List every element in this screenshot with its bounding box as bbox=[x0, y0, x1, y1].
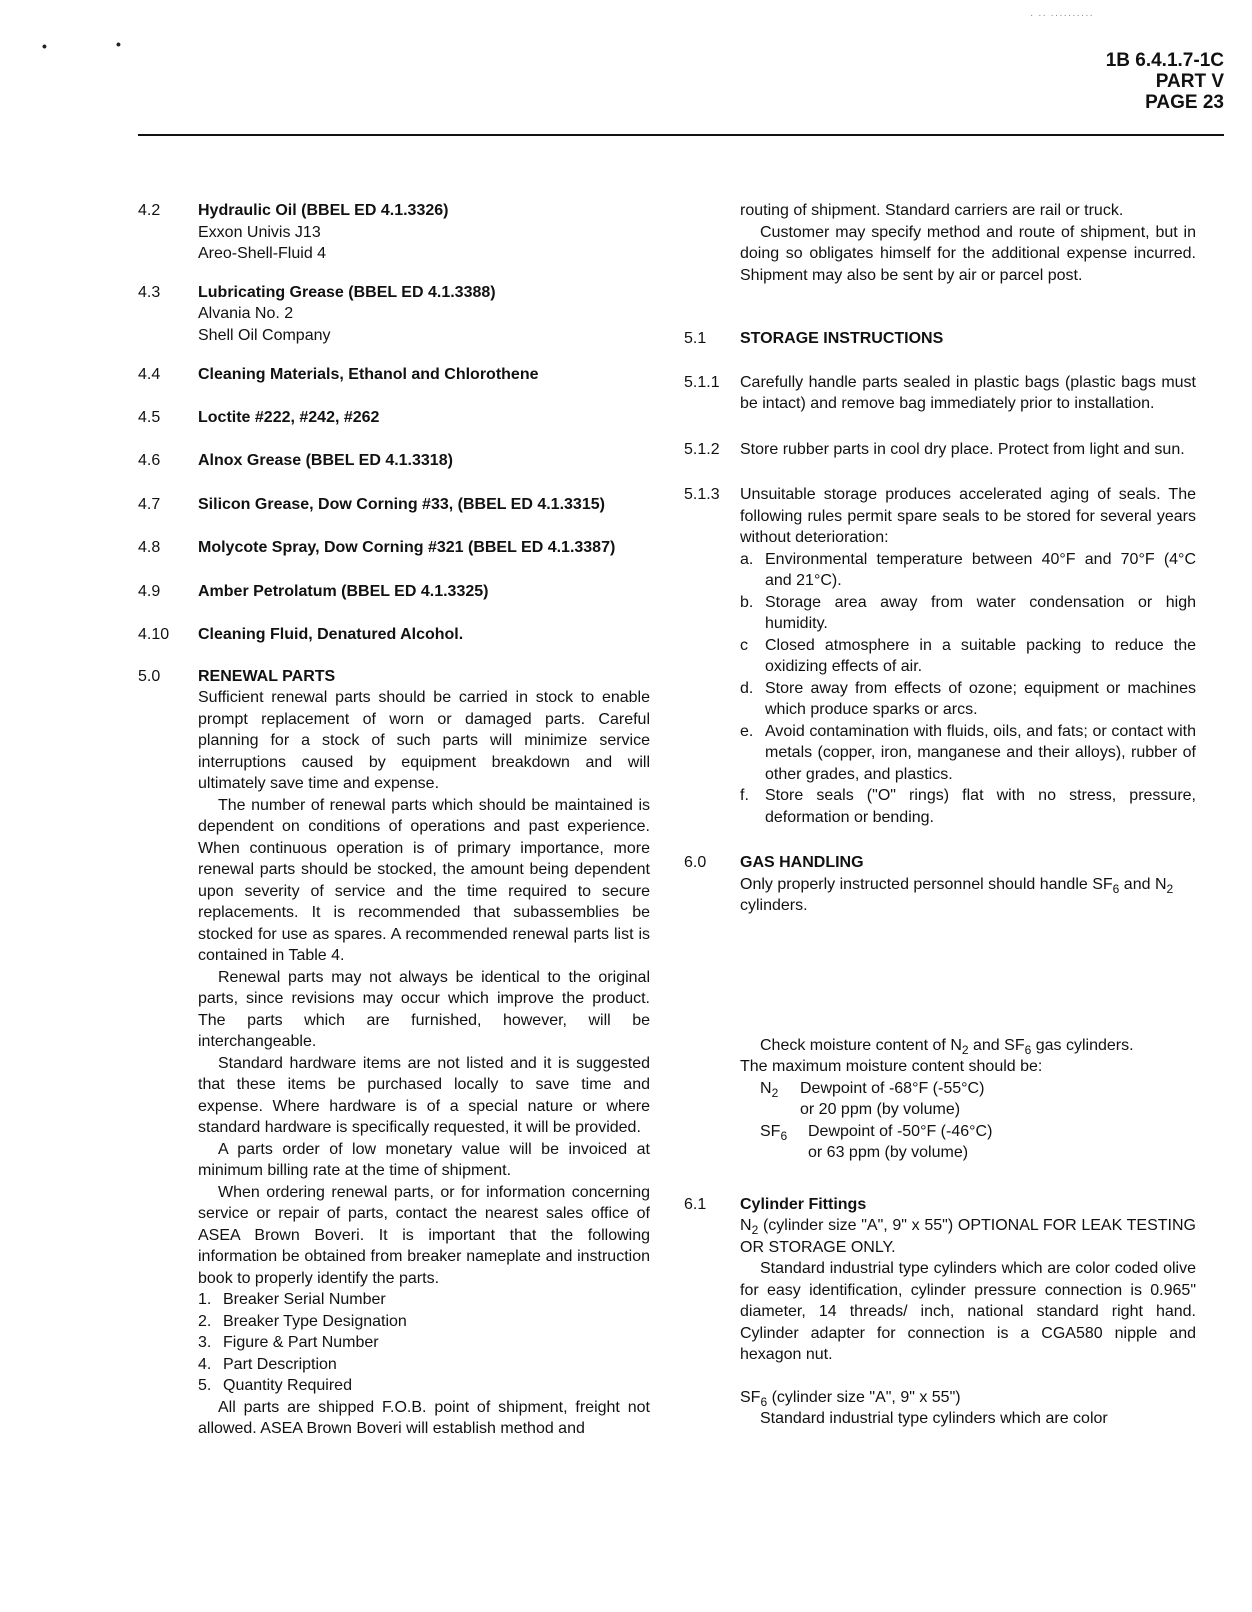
paragraph: routing of shipment. Standard carriers are rail or truck. bbox=[740, 202, 1124, 219]
section-5-1-3 bbox=[684, 484, 1196, 828]
section-number: 4.7 bbox=[138, 495, 161, 513]
section-title: STORAGE INSTRUCTIONS bbox=[740, 330, 944, 347]
section-5-0 bbox=[138, 666, 650, 1440]
paragraph: A parts order of low monetary value will be invoiced at minimum billing rate at the time of shipment. bbox=[198, 1140, 650, 1179]
section-4-4 bbox=[138, 364, 650, 386]
blank-area bbox=[740, 917, 1196, 1035]
check-moisture-text: Check moisture content of $N_2$ and $SF_6$ gas cylinders. bbox=[760, 1036, 1134, 1057]
section-number: 4.2 bbox=[138, 202, 161, 219]
section-number: 5.1.2 bbox=[684, 440, 720, 458]
section-title: Lubricating Grease (BBEL ED 4.1.3388) bbox=[198, 283, 496, 301]
list-item: e. Avoid contamination with fluids, oils, and fats; or contact with metals (copper, iron, manganese and their alloys), rubber of other grades, and plastics. bbox=[740, 722, 1196, 783]
paragraph: All parts are shipped F.O.B. point of shipment, freight not allowed. ASEA Brown Boveri will establish method and bbox=[198, 1398, 650, 1437]
section-5-1-2 bbox=[684, 439, 1196, 461]
n2-cylinder-line: $N_2$ (cylinder size "A", 9" x 55") OPTIONAL FOR LEAK TESTING OR STORAGE ONLY. bbox=[740, 1217, 1196, 1256]
section-number: 4.9 bbox=[138, 582, 161, 600]
section-4-8 bbox=[138, 537, 650, 559]
section-number: 6.0 bbox=[684, 854, 707, 871]
section-4-5 bbox=[138, 407, 650, 429]
list-item: 3. Figure & Part Number bbox=[198, 1334, 379, 1351]
list-item: 5. Quantity Required bbox=[198, 1377, 352, 1394]
section-4-9 bbox=[138, 581, 650, 603]
section-line: Alvania No. 2 bbox=[198, 305, 294, 322]
scan-smudge: · ·· ·········· bbox=[1030, 10, 1094, 21]
storage-rules-list bbox=[740, 549, 1196, 829]
section-number: 5.1.3 bbox=[684, 486, 720, 503]
list-item: a. Environmental temperature between 40°F and 70°F (4°C and 21°C). bbox=[740, 550, 1196, 589]
section-number: 4.10 bbox=[138, 626, 170, 643]
section-title: Cleaning Materials, Ethanol and Chlorothene bbox=[198, 366, 539, 383]
section-6-1 bbox=[684, 1194, 1196, 1430]
section-title: Loctite #222, #242, #262 bbox=[198, 408, 380, 426]
section-line: Exxon Univis J13 bbox=[198, 223, 321, 241]
continued-text bbox=[684, 200, 1196, 286]
list-item: 2. Breaker Type Designation bbox=[198, 1312, 407, 1330]
paragraph: Customer may specify method and route of shipment, but in doing so obligates himself for the additional expense incurred. Shipment may also be sent by air or parcel post. bbox=[740, 223, 1196, 284]
n2-spec: $N_2$ Dewpoint of -68°F (-55°C) or 20 ppm (by volume) bbox=[760, 1079, 985, 1118]
scan-mark: • bbox=[116, 36, 121, 52]
section-number: 4.3 bbox=[138, 283, 161, 301]
list-item: 1. Breaker Serial Number bbox=[198, 1291, 386, 1308]
section-title: GAS HANDLING bbox=[740, 854, 864, 871]
left-column bbox=[138, 200, 650, 1440]
paragraph: The number of renewal parts which should be maintained is dependent on conditions of operations and past experience. When continuous operation is of primary importance, more renewal parts should be stocked, the amount being dependent upon severity of service and the time required to secure replacements. It is recommended that subassemblies be stocked for use as spares. A recommended renewal parts list is contained in Table 4. bbox=[198, 796, 650, 964]
section-title: Alnox Grease (BBEL ED 4.1.3318) bbox=[198, 452, 453, 469]
list-item: 4. Part Description bbox=[198, 1355, 337, 1373]
section-number: 6.1 bbox=[684, 1195, 707, 1213]
list-item: b. Storage area away from water condensation or high humidity. bbox=[740, 593, 1196, 632]
list-item: d. Store away from effects of ozone; equipment or machines which produce sparks or arcs. bbox=[740, 679, 1196, 718]
section-line: Shell Oil Company bbox=[198, 326, 331, 344]
section-number: 5.1 bbox=[684, 330, 707, 347]
paragraph: Sufficient renewal parts should be carried in stock to enable prompt replacement of worn or damaged parts. Careful planning for a stock of such parts will minimize service interruptions caused by equipment breakdown and will ultimately save time and expense. bbox=[198, 689, 650, 792]
paragraph: Unsuitable storage produces accelerated aging of seals. The following rules permit spare seals to be stored for several years without deterioration: bbox=[740, 486, 1196, 546]
doc-number: 1B 6.4.1.7-1C bbox=[1105, 50, 1224, 71]
section-title: RENEWAL PARTS bbox=[198, 667, 336, 685]
max-moisture-text: The maximum moisture content should be: bbox=[740, 1058, 1043, 1075]
page-header bbox=[1106, 50, 1224, 113]
ordering-info-list bbox=[198, 1289, 650, 1397]
section-4-10 bbox=[138, 624, 650, 646]
section-5-1 bbox=[684, 328, 1196, 350]
list-item: c Closed atmosphere in a suitable packing to reduce the oxidizing effects of air. bbox=[740, 636, 1196, 675]
section-number: 5.1.1 bbox=[684, 373, 720, 391]
section-number: 4.4 bbox=[138, 366, 161, 383]
section-4-3 bbox=[138, 282, 650, 347]
right-column bbox=[684, 200, 1196, 1430]
header-rule bbox=[138, 134, 1224, 136]
section-title: Silicon Grease, Dow Corning #33, (BBEL ED 4.1.3315) bbox=[198, 495, 605, 513]
paragraph: Standard hardware items are not listed and it is suggested that these items be purchased locally to save time and expense. Where hardware is of a special nature or where standard hardware is specifically requested, it will be provided. bbox=[198, 1054, 650, 1136]
gas-handling-text: Only properly instructed personnel should handle $SF_6$ and $N_2$ cylinders. bbox=[740, 875, 1174, 914]
section-number: 4.5 bbox=[138, 408, 161, 426]
section-title: Hydraulic Oil (BBEL ED 4.1.3326) bbox=[198, 202, 449, 219]
sf6-cylinder-line: $SF_6$ (cylinder size "A", 9" x 55") bbox=[740, 1388, 961, 1409]
moisture-specs bbox=[760, 1078, 1196, 1164]
page-number: PAGE 23 bbox=[1145, 92, 1224, 113]
section-4-7 bbox=[138, 494, 650, 516]
scan-mark: • bbox=[42, 38, 47, 54]
paragraph: When ordering renewal parts, or for information concerning service or repair of parts, contact the nearest sales office of ASEA Brown Boveri. It is important that the following information be obtained from breaker nameplate and instruction book to properly identify the parts. bbox=[198, 1183, 650, 1287]
section-6-0 bbox=[684, 852, 1196, 1164]
section-number: 5.0 bbox=[138, 667, 161, 685]
paragraph: Store rubber parts in cool dry place. Protect from light and sun. bbox=[740, 440, 1185, 458]
section-4-6 bbox=[138, 450, 650, 472]
paragraph: Carefully handle parts sealed in plastic bags (plastic bags must be intact) and remove bag immediately prior to installation. bbox=[740, 373, 1196, 412]
section-title: Amber Petrolatum (BBEL ED 4.1.3325) bbox=[198, 582, 489, 600]
paragraph: Renewal parts may not always be identical to the original parts, since revisions may occur which improve the product. The parts which are furnished, however, will be interchangeable. bbox=[198, 968, 650, 1050]
section-number: 4.8 bbox=[138, 539, 161, 556]
section-title: Cylinder Fittings bbox=[740, 1195, 867, 1213]
paragraph: Standard industrial type cylinders which are color coded olive for easy identification, cylinder pressure connection is 0.965" diameter, 14 threads/ inch, national standard right hand. Cylinder adapter for connection is a CGA580 nipple and hexagon nut. bbox=[740, 1260, 1196, 1363]
section-line: Areo-Shell-Fluid 4 bbox=[198, 245, 327, 262]
paragraph: Standard industrial type cylinders which are color bbox=[760, 1410, 1108, 1427]
section-5-1-1 bbox=[684, 372, 1196, 415]
section-title: Cleaning Fluid, Denatured Alcohol. bbox=[198, 626, 464, 643]
section-number: 4.6 bbox=[138, 452, 161, 469]
sf6-spec: $SF_6$ Dewpoint of -50°F (-46°C) or 63 ppm (by volume) bbox=[760, 1122, 993, 1161]
section-title: Molycote Spray, Dow Corning #321 (BBEL ED 4.1.3387) bbox=[198, 539, 616, 556]
part-label: PART V bbox=[1155, 71, 1224, 92]
section-4-2 bbox=[138, 200, 650, 265]
list-item: f. Store seals ("O" rings) flat with no stress, pressure, deformation or bending. bbox=[740, 787, 1196, 826]
